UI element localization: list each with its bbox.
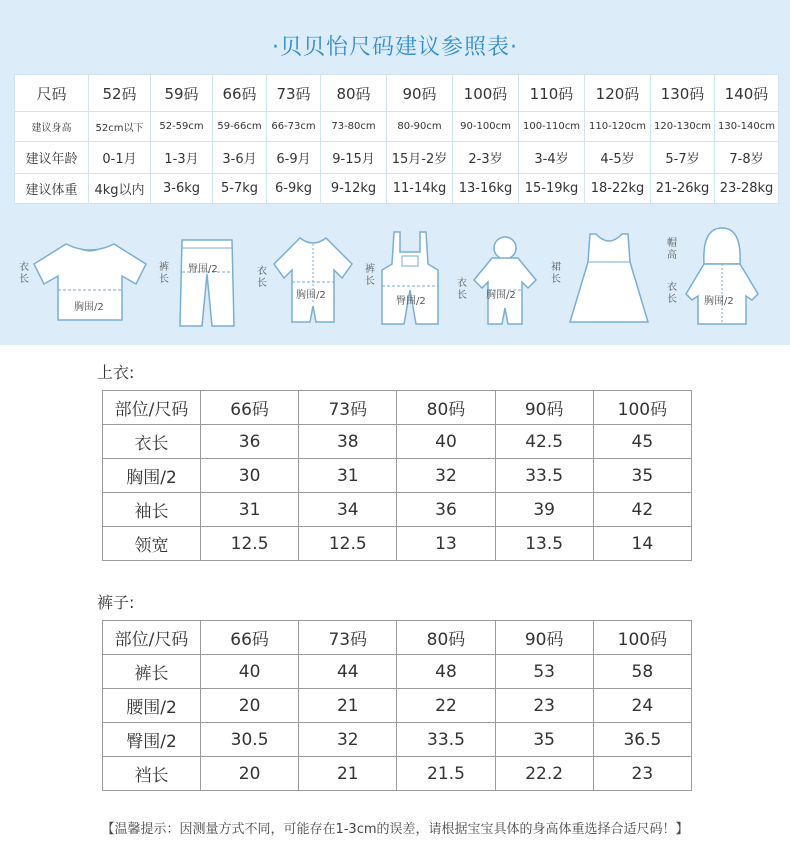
spec-header-row xyxy=(103,621,692,655)
tshirt-length-label: 衣长 xyxy=(19,262,29,285)
size-cell: 0-1月 xyxy=(89,142,151,174)
dress-icon xyxy=(568,232,650,324)
spec-cell: 腰围/2 xyxy=(103,689,201,723)
romper-diagram xyxy=(257,234,356,326)
spec-header-cell: 80码 xyxy=(397,621,495,655)
coat-hood-label: 帽高 xyxy=(667,238,677,261)
size-cell: 130-140cm xyxy=(715,112,779,142)
spec-header-cell: 90码 xyxy=(495,391,593,425)
coat-chest-label: 胸围/2 xyxy=(704,296,734,307)
spec-header-row xyxy=(103,391,692,425)
romper-icon xyxy=(270,234,356,326)
spec-cell: 39 xyxy=(495,493,593,527)
size-cell: 15-19kg xyxy=(519,174,585,204)
spec-cell: 14 xyxy=(593,527,691,561)
spec-header-cell: 66码 xyxy=(201,391,299,425)
spec-cell: 42.5 xyxy=(495,425,593,459)
spec-header-cell: 66码 xyxy=(201,621,299,655)
spec-cell: 12.5 xyxy=(201,527,299,561)
spec-header-cell: 部位/尺码 xyxy=(103,621,201,655)
size-cell: 1-3月 xyxy=(151,142,213,174)
spec-cell: 20 xyxy=(201,689,299,723)
spec-header-cell: 73码 xyxy=(299,391,397,425)
size-column-header: 90码 xyxy=(387,75,453,112)
spec-cell: 21 xyxy=(299,757,397,791)
spec-cell: 34 xyxy=(299,493,397,527)
size-cell: 11-14kg xyxy=(387,174,453,204)
pants-icon xyxy=(178,238,236,328)
size-cell: 9-12kg xyxy=(321,174,387,204)
size-row xyxy=(15,174,779,204)
spec-header-cell: 100码 xyxy=(593,621,691,655)
size-row-label: 建议体重 xyxy=(15,174,89,204)
size-cell: 21-26kg xyxy=(651,174,715,204)
spec-cell: 36 xyxy=(397,493,495,527)
spec-cell: 30 xyxy=(201,459,299,493)
spec-row xyxy=(103,655,692,689)
size-column-header: 110码 xyxy=(519,75,585,112)
spec-cell: 臀围/2 xyxy=(103,723,201,757)
tshirt-diagram xyxy=(19,240,150,322)
spec-cell: 33.5 xyxy=(495,459,593,493)
dress-length-label: 裙长 xyxy=(551,262,561,285)
size-cell: 73-80cm xyxy=(321,112,387,142)
size-column-header: 80码 xyxy=(321,75,387,112)
spec-cell: 36.5 xyxy=(593,723,691,757)
size-cell: 59-66cm xyxy=(213,112,267,142)
spec-cell: 35 xyxy=(495,723,593,757)
size-column-header: 73码 xyxy=(267,75,321,112)
size-row xyxy=(15,112,779,142)
spec-row xyxy=(103,425,692,459)
size-header-label: 尺码 xyxy=(15,75,89,112)
spec-row xyxy=(103,689,692,723)
spec-cell: 22 xyxy=(397,689,495,723)
pants-spec-table xyxy=(102,620,692,791)
size-cell: 6-9月 xyxy=(267,142,321,174)
spec-header-cell: 部位/尺码 xyxy=(103,391,201,425)
romper-length-label: 衣长 xyxy=(257,266,267,289)
spec-cell: 42 xyxy=(593,493,691,527)
size-column-header: 130码 xyxy=(651,75,715,112)
spec-row xyxy=(103,723,692,757)
spec-row xyxy=(103,493,692,527)
size-cell: 3-6月 xyxy=(213,142,267,174)
size-cell: 2-3岁 xyxy=(453,142,519,174)
spec-cell: 裤长 xyxy=(103,655,201,689)
spec-cell: 38 xyxy=(299,425,397,459)
size-cell: 4-5岁 xyxy=(585,142,651,174)
hooded-romper-diagram xyxy=(457,228,540,328)
page-title: ·贝贝怡尺码建议参照表· xyxy=(272,35,518,60)
size-cell: 5-7岁 xyxy=(651,142,715,174)
size-cell: 3-4岁 xyxy=(519,142,585,174)
size-cell: 66-73cm xyxy=(267,112,321,142)
spec-cell: 30.5 xyxy=(201,723,299,757)
spec-row xyxy=(103,527,692,561)
spec-cell: 53 xyxy=(495,655,593,689)
spec-cell: 胸围/2 xyxy=(103,459,201,493)
overall-icon xyxy=(380,230,440,326)
pants-section-label: 裤子: xyxy=(97,593,135,612)
size-recommendation-table xyxy=(14,74,779,204)
size-cell: 120-130cm xyxy=(651,112,715,142)
size-cell: 4kg以内 xyxy=(89,174,151,204)
spec-cell: 领宽 xyxy=(103,527,201,561)
spec-cell: 40 xyxy=(397,425,495,459)
spec-cell: 13 xyxy=(397,527,495,561)
spec-cell: 36 xyxy=(201,425,299,459)
size-cell: 5-7kg xyxy=(213,174,267,204)
size-column-header: 66码 xyxy=(213,75,267,112)
size-cell: 52-59cm xyxy=(151,112,213,142)
measurement-tip: 【温馨提示：因测量方式不同，可能存在1-3cm的误差，请根据宝宝具体的身高体重选择合适尺码！】 xyxy=(101,822,689,837)
garment-measurement-diagrams xyxy=(0,222,790,340)
spec-cell: 58 xyxy=(593,655,691,689)
size-cell: 13-16kg xyxy=(453,174,519,204)
size-cell: 15月-2岁 xyxy=(387,142,453,174)
dress-diagram xyxy=(551,232,650,324)
spec-cell: 21 xyxy=(299,689,397,723)
size-column-header: 140码 xyxy=(715,75,779,112)
spec-cell: 衣长 xyxy=(103,425,201,459)
hooded-coat-icon xyxy=(682,224,762,328)
hooded-coat-diagram xyxy=(667,224,762,328)
spec-header-cell: 90码 xyxy=(495,621,593,655)
overall-diagram xyxy=(365,230,440,326)
size-cell: 23-28kg xyxy=(715,174,779,204)
spec-cell: 33.5 xyxy=(397,723,495,757)
spec-cell: 20 xyxy=(201,757,299,791)
coat-length-label: 衣长 xyxy=(667,282,677,305)
size-cell: 80-90cm xyxy=(387,112,453,142)
spec-cell: 裆长 xyxy=(103,757,201,791)
pants-length-label: 裤长 xyxy=(159,262,169,285)
spec-cell: 40 xyxy=(201,655,299,689)
size-column-header: 120码 xyxy=(585,75,651,112)
spec-cell: 24 xyxy=(593,689,691,723)
size-cell: 3-6kg xyxy=(151,174,213,204)
spec-header-cell: 100码 xyxy=(593,391,691,425)
spec-cell: 45 xyxy=(593,425,691,459)
size-column-header: 100码 xyxy=(453,75,519,112)
spec-cell: 21.5 xyxy=(397,757,495,791)
size-cell: 100-110cm xyxy=(519,112,585,142)
spec-cell: 23 xyxy=(495,689,593,723)
size-cell: 52cm以下 xyxy=(89,112,151,142)
spec-header-cell: 80码 xyxy=(397,391,495,425)
size-cell: 6-9kg xyxy=(267,174,321,204)
hooded-romper-chest-label: 胸围/2 xyxy=(486,290,516,301)
spec-cell: 13.5 xyxy=(495,527,593,561)
size-row-label: 建议年龄 xyxy=(15,142,89,174)
size-column-header: 52码 xyxy=(89,75,151,112)
hooded-romper-icon xyxy=(470,228,540,328)
spec-cell: 12.5 xyxy=(299,527,397,561)
size-row xyxy=(15,142,779,174)
spec-cell: 44 xyxy=(299,655,397,689)
size-header-row xyxy=(15,75,779,112)
overall-length-label: 裤长 xyxy=(365,264,375,287)
spec-cell: 23 xyxy=(593,757,691,791)
size-cell: 7-8岁 xyxy=(715,142,779,174)
pants-hip-label: 臀围/2 xyxy=(188,264,218,275)
size-cell: 110-120cm xyxy=(585,112,651,142)
pants-diagram xyxy=(159,238,236,328)
spec-row xyxy=(103,459,692,493)
size-row-label: 建议身高 xyxy=(15,112,89,142)
spec-row xyxy=(103,757,692,791)
spec-cell: 35 xyxy=(593,459,691,493)
spec-cell: 31 xyxy=(299,459,397,493)
spec-cell: 32 xyxy=(397,459,495,493)
spec-cell: 48 xyxy=(397,655,495,689)
top-spec-table xyxy=(102,390,692,561)
spec-cell: 袖长 xyxy=(103,493,201,527)
tshirt-chest-label: 胸围/2 xyxy=(74,302,104,313)
size-cell: 9-15月 xyxy=(321,142,387,174)
spec-cell: 22.2 xyxy=(495,757,593,791)
spec-cell: 31 xyxy=(201,493,299,527)
overall-hip-label: 臀围/2 xyxy=(396,296,426,307)
hooded-romper-length-label: 衣长 xyxy=(457,278,467,301)
size-cell: 90-100cm xyxy=(453,112,519,142)
spec-cell: 32 xyxy=(299,723,397,757)
top-section-label: 上衣: xyxy=(97,363,135,382)
size-column-header: 59码 xyxy=(151,75,213,112)
romper-chest-label: 胸围/2 xyxy=(296,290,326,301)
size-cell: 18-22kg xyxy=(585,174,651,204)
spec-header-cell: 73码 xyxy=(299,621,397,655)
